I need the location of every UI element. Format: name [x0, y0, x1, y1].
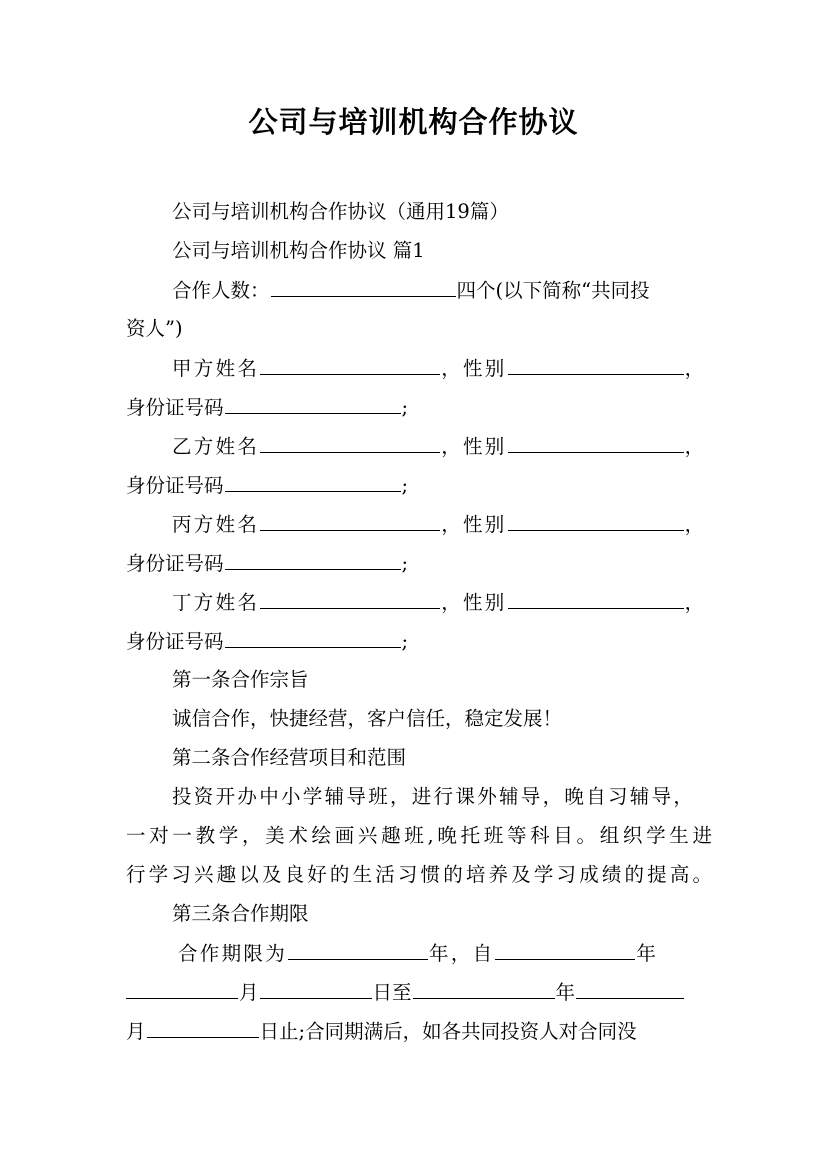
article3-line-1: [178, 940, 658, 967]
party-d-gender-label: ，性别: [441, 591, 507, 614]
party-b-gender-blank: [508, 433, 684, 453]
party-d-end: ;: [401, 630, 409, 653]
party-d-name-label: 丁方姓名: [172, 591, 260, 614]
party-d-id-blank: [225, 628, 401, 648]
party-a-comma: ，: [684, 357, 707, 380]
article1-heading: 第一条合作宗旨: [172, 668, 309, 691]
party-c-line: [172, 511, 706, 538]
start-month-label: 月: [239, 981, 259, 1004]
party-d-name-blank: [260, 589, 440, 609]
article2-heading: 第二条合作经营项目和范围: [172, 746, 407, 769]
end-year-blank: [413, 979, 555, 999]
partners-label: 合作人数：: [172, 279, 270, 302]
start-year-label: 年: [636, 942, 659, 965]
party-b-gender-label: ，性别: [441, 435, 507, 458]
document-subtitle: 公司与培训机构合作协议（通用19篇）: [172, 200, 509, 223]
party-c-end: ;: [401, 552, 409, 575]
party-d-id-label: 身份证号码: [126, 630, 224, 653]
party-b-end: ;: [401, 474, 409, 497]
article1-text: 诚信合作，快捷经营，客户信任，稳定发展！: [172, 707, 563, 730]
party-b-name-label: 乙方姓名: [172, 435, 260, 458]
party-b-id-label: 身份证号码: [126, 474, 224, 497]
party-b-comma: ，: [684, 435, 707, 458]
party-c-name-blank: [260, 511, 440, 531]
party-c-id-label: 身份证号码: [126, 552, 224, 575]
end-day-blank: [147, 1018, 259, 1038]
party-c-name-label: 丙方姓名: [172, 513, 260, 536]
article2-line-3: 行学习兴趣以及良好的生活习惯的培养及学习成绩的提高。: [126, 863, 712, 886]
party-c-gender-blank: [508, 511, 684, 531]
party-b-name-blank: [260, 433, 440, 453]
party-b-line: [172, 433, 706, 460]
party-a-id-line: [126, 394, 408, 421]
partners-count-blank: [271, 277, 456, 297]
article2-line-2: 一对一教学，美术绘画兴趣班,晚托班等科目。组织学生进: [126, 824, 712, 847]
party-c-comma: ，: [684, 513, 707, 536]
end-day-text: 日止;合同期满后，如各共同投资人对合同没: [259, 1020, 637, 1043]
partners-line: [172, 277, 650, 304]
party-a-name-blank: [260, 355, 440, 375]
start-month-blank: [126, 979, 238, 999]
party-d-comma: ，: [684, 591, 707, 614]
party-a-line: [172, 355, 706, 382]
term-from-label: 年，自: [429, 942, 495, 965]
until-label: 日至: [372, 981, 412, 1004]
party-a-end: ;: [401, 396, 409, 419]
party-a-gender-blank: [508, 355, 684, 375]
party-d-line: [172, 589, 706, 616]
party-a-id-blank: [225, 394, 401, 414]
start-day-blank: [260, 979, 372, 999]
article3-line-3: [126, 1018, 637, 1045]
party-d-gender-blank: [508, 589, 684, 609]
partners-after: 四个(以下简称“共同投: [456, 279, 650, 302]
end-month-label: 月: [126, 1020, 146, 1043]
party-c-id-line: [126, 550, 408, 577]
party-b-id-blank: [225, 472, 401, 492]
party-d-id-line: [126, 628, 408, 655]
article3-line-2: [126, 979, 685, 1006]
document-title: 公司与培训机构合作协议: [248, 105, 579, 139]
party-a-name-label: 甲方姓名: [172, 357, 260, 380]
party-a-id-label: 身份证号码: [126, 396, 224, 419]
start-year-blank: [495, 940, 635, 960]
party-c-id-blank: [225, 550, 401, 570]
party-c-gender-label: ，性别: [441, 513, 507, 536]
party-b-id-line: [126, 472, 408, 499]
end-year-label: 年: [555, 981, 576, 1004]
term-label: 合作期限为: [178, 942, 288, 965]
article2-line-1: 投资开办中小学辅导班，进行课外辅导，晚自习辅导，: [172, 785, 696, 808]
party-a-gender-label: ，性别: [441, 357, 507, 380]
end-month-blank: [576, 979, 684, 999]
partners-continuation: 资人”): [126, 317, 183, 340]
article3-heading: 第三条合作期限: [172, 902, 309, 925]
term-years-blank: [288, 940, 428, 960]
section-heading: 公司与培训机构合作协议 篇1: [172, 239, 425, 262]
